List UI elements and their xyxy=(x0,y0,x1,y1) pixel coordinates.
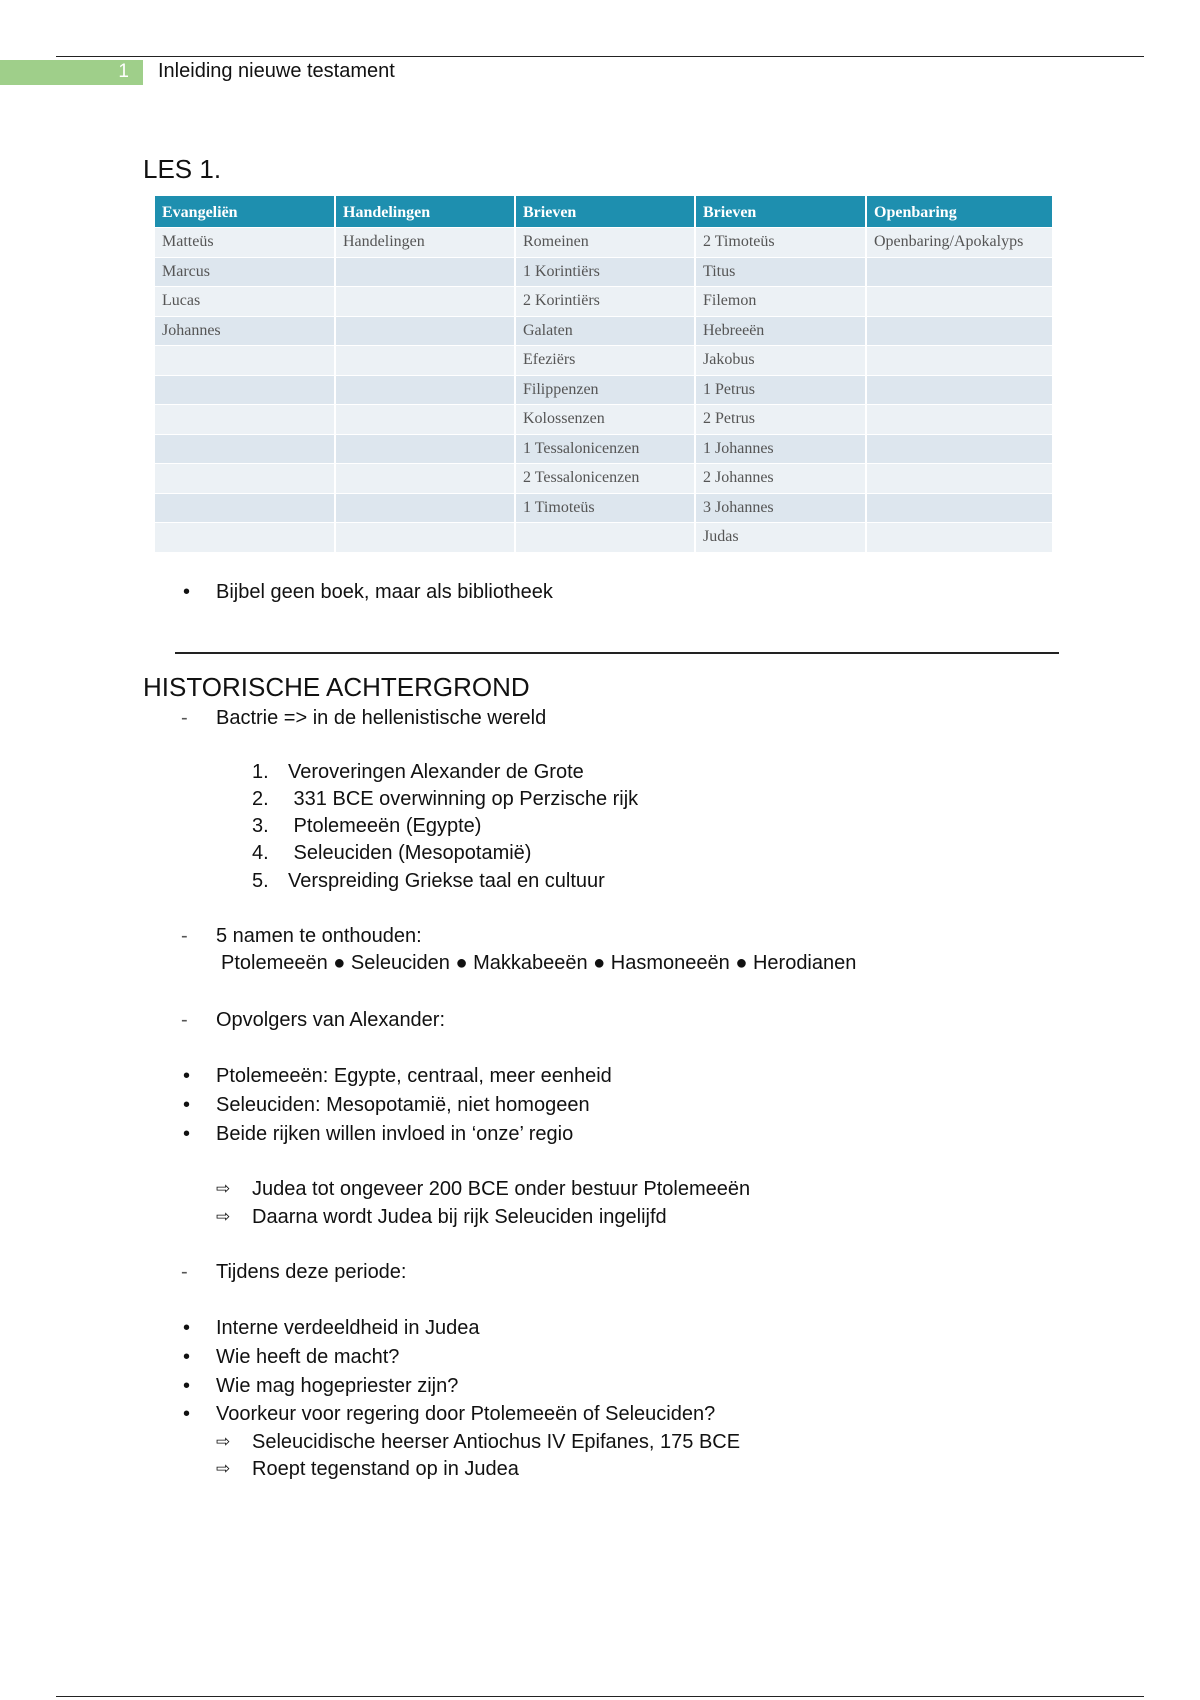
header-rule xyxy=(56,56,1144,57)
table-header-cell: Brieven xyxy=(695,196,866,228)
numbered-item xyxy=(252,788,638,811)
dash-item-names xyxy=(216,925,422,948)
table-cell: Lucas xyxy=(155,287,335,317)
intro-text: Bactrie => in de hellenistische wereld xyxy=(216,707,547,729)
table-cell: 1 Tessalonicenzen xyxy=(515,434,695,464)
table-cell xyxy=(866,346,1052,376)
dash-item-intro xyxy=(216,707,546,730)
bullet-item xyxy=(216,1403,715,1426)
lesson-title: LES 1. xyxy=(143,154,222,184)
table-cell: 1 Petrus xyxy=(695,375,866,405)
table-cell: Titus xyxy=(695,257,866,287)
table-row xyxy=(155,523,1052,552)
bible-note-item xyxy=(216,581,553,604)
table-cell xyxy=(155,346,335,376)
table-cell xyxy=(335,434,515,464)
table-header-cell: Evangeliën xyxy=(155,196,335,228)
table-cell xyxy=(155,434,335,464)
table-row xyxy=(155,346,1052,376)
table-cell xyxy=(866,523,1052,552)
table-cell: Galaten xyxy=(515,316,695,346)
item-text: Seleuciden (Mesopotamië) xyxy=(288,842,532,864)
table-row xyxy=(155,464,1052,494)
table-cell xyxy=(335,464,515,494)
table-cell xyxy=(866,464,1052,494)
table-cell: 1 Timoteüs xyxy=(515,493,695,523)
names-line: Ptolemeeën ● Seleuciden ● Makkabeeën ● Hasmoneeën ● Herodianen xyxy=(221,952,857,974)
table-cell xyxy=(155,493,335,523)
bullet-item xyxy=(216,1375,458,1398)
table-cell: 2 Johannes xyxy=(695,464,866,494)
table-cell xyxy=(335,375,515,405)
new-testament-books-table xyxy=(155,196,1052,552)
numbered-item xyxy=(252,870,605,893)
table-cell: Filippenzen xyxy=(515,375,695,405)
table-cell: Judas xyxy=(695,523,866,552)
numbered-item xyxy=(252,842,531,865)
table-cell xyxy=(335,257,515,287)
table-cell xyxy=(155,375,335,405)
item-number: 2. xyxy=(252,788,269,810)
table-cell xyxy=(866,287,1052,317)
table-cell xyxy=(335,316,515,346)
arrow-text: Seleucidische heerser Antiochus IV Epifanes, 175 BCE xyxy=(252,1431,741,1453)
table-cell: 1 Korintiërs xyxy=(515,257,695,287)
table-cell: Romeinen xyxy=(515,228,695,258)
successors-label: Opvolgers van Alexander: xyxy=(216,1009,446,1031)
item-text: Verspreiding Griekse taal en cultuur xyxy=(288,870,605,892)
table-cell xyxy=(515,523,695,552)
table-row xyxy=(155,316,1052,346)
table-cell xyxy=(866,257,1052,287)
table-cell xyxy=(335,346,515,376)
table-cell xyxy=(335,523,515,552)
table-cell xyxy=(866,434,1052,464)
table-cell: Handelingen xyxy=(335,228,515,258)
page-number: 1 xyxy=(118,61,129,82)
table-header-cell: Brieven xyxy=(515,196,695,228)
table-cell: 3 Johannes xyxy=(695,493,866,523)
table-cell xyxy=(866,375,1052,405)
table-cell xyxy=(155,405,335,435)
table-row xyxy=(155,257,1052,287)
table-cell: Filemon xyxy=(695,287,866,317)
bullet-item xyxy=(216,1065,612,1088)
dash-item-period xyxy=(216,1261,407,1284)
dash-item-successors xyxy=(216,1009,445,1032)
item-text: Ptolemeeën (Egypte) xyxy=(288,815,482,837)
arrow-text: Daarna wordt Judea bij rijk Seleuciden ingelijfd xyxy=(252,1206,667,1228)
numbered-item xyxy=(252,815,481,838)
table-row xyxy=(155,228,1052,258)
historical-section-title: HISTORISCHE ACHTERGROND xyxy=(143,672,530,702)
table-cell: 1 Johannes xyxy=(695,434,866,464)
bullet-text: Voorkeur voor regering door Ptolemeeën of Seleuciden? xyxy=(216,1403,716,1425)
bullet-text: Seleuciden: Mesopotamië, niet homogeen xyxy=(216,1094,590,1116)
table-cell: Marcus xyxy=(155,257,335,287)
table-row xyxy=(155,375,1052,405)
arrow-item xyxy=(252,1178,750,1201)
table-cell: Johannes xyxy=(155,316,335,346)
table-cell: Matteüs xyxy=(155,228,335,258)
arrow-item xyxy=(252,1431,740,1454)
table-cell xyxy=(866,405,1052,435)
page-number-tab xyxy=(0,60,143,85)
table-cell xyxy=(335,405,515,435)
arrow-item xyxy=(252,1206,667,1229)
table-cell: 2 Petrus xyxy=(695,405,866,435)
footer-rule xyxy=(56,1696,1144,1697)
table-cell xyxy=(866,493,1052,523)
bullet-item xyxy=(216,1094,590,1117)
document-header-title: Inleiding nieuwe testament xyxy=(158,60,395,82)
item-text: 331 BCE overwinning op Perzische rijk xyxy=(288,788,639,810)
item-text: Veroveringen Alexander de Grote xyxy=(288,761,584,783)
table-cell: 2 Korintiërs xyxy=(515,287,695,317)
item-number: 4. xyxy=(252,842,269,864)
item-number: 1. xyxy=(252,761,269,783)
table-cell xyxy=(335,287,515,317)
table-cell: 2 Timoteüs xyxy=(695,228,866,258)
arrow-text: Judea tot ongeveer 200 BCE onder bestuur Ptolemeeën xyxy=(252,1178,751,1200)
table-row xyxy=(155,405,1052,435)
table-cell: Openbaring/Apokalyps xyxy=(866,228,1052,258)
bullet-text: Wie heeft de macht? xyxy=(216,1346,400,1368)
table-cell xyxy=(155,464,335,494)
item-number: 3. xyxy=(252,815,269,837)
table-row xyxy=(155,434,1052,464)
table-cell: Kolossenzen xyxy=(515,405,695,435)
table-cell: Efeziërs xyxy=(515,346,695,376)
table-cell: 2 Tessalonicenzen xyxy=(515,464,695,494)
bullet-text: Ptolemeeën: Egypte, centraal, meer eenheid xyxy=(216,1065,612,1087)
table-cell xyxy=(335,493,515,523)
table-cell: Hebreeën xyxy=(695,316,866,346)
table-cell: Jakobus xyxy=(695,346,866,376)
names-label: 5 namen te onthouden: xyxy=(216,925,422,947)
table-header-cell: Openbaring xyxy=(866,196,1052,228)
arrow-item xyxy=(252,1458,519,1481)
bullet-item xyxy=(216,1123,573,1146)
period-label: Tijdens deze periode: xyxy=(216,1261,407,1283)
table-cell xyxy=(866,316,1052,346)
bible-note-text: Bijbel geen boek, maar als bibliotheek xyxy=(216,581,553,603)
bullet-text: Wie mag hogepriester zijn? xyxy=(216,1375,459,1397)
bullet-item xyxy=(216,1317,480,1340)
table-header-cell: Handelingen xyxy=(335,196,515,228)
table-cell xyxy=(155,523,335,552)
bullet-text: Beide rijken willen invloed in ‘onze’ regio xyxy=(216,1123,574,1145)
arrow-text: Roept tegenstand op in Judea xyxy=(252,1458,519,1480)
numbered-item xyxy=(252,761,584,784)
table-body xyxy=(155,228,1052,552)
section-divider xyxy=(175,652,1059,654)
table-header-row xyxy=(155,196,1052,228)
table-row xyxy=(155,287,1052,317)
bullet-item xyxy=(216,1346,399,1369)
bullet-text: Interne verdeeldheid in Judea xyxy=(216,1317,480,1339)
item-number: 5. xyxy=(252,870,269,892)
table-row xyxy=(155,493,1052,523)
